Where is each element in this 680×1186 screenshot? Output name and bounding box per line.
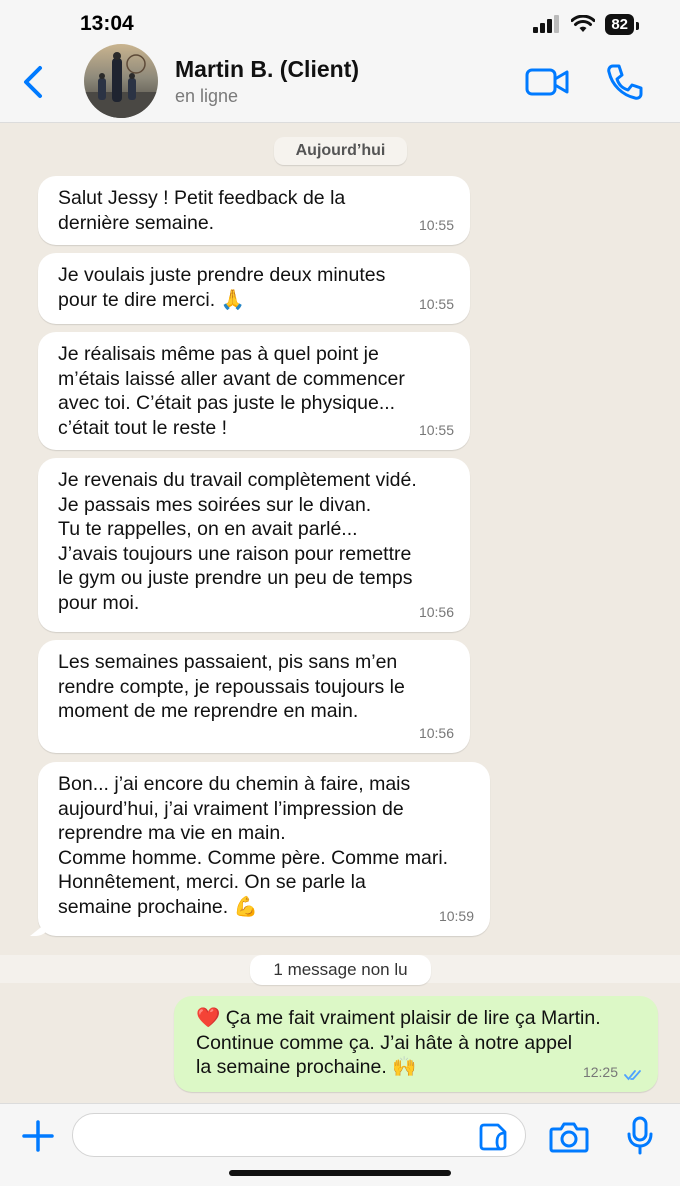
plus-icon[interactable] [20,1118,56,1154]
sticker-icon[interactable] [478,1122,508,1152]
status-time: 13:04 [80,12,134,35]
avatar-photo [84,44,158,118]
message-text: Je voulais juste prendre deux minutes pour te dire merci. 🙏 [58,264,386,311]
chat-header [0,48,680,123]
double-check-icon [624,1069,644,1081]
message-text: Les semaines passaient, pis sans m’en rendre compte, je repoussais toujours le moment de me reprendre en main. [58,651,405,722]
message-bubble[interactable] [38,458,470,632]
message-text: Je revenais du travail complètement vidé. Je passais mes soirées sur le divan. Tu te rappelles, on en avait parlé... J’avais toujours une raison pour remettre le gym ou juste prendre un peu de temps pour moi. [58,469,417,614]
message-bubble[interactable] [38,762,490,936]
message-text: Je réalisais même pas à quel point je m’étais laissé aller avant de commencer avec toi. C’était pas juste le physique... c’était tout le reste ! [58,343,405,439]
battery-icon: 82 [605,14,634,35]
message-time: 10:55 [418,421,454,438]
message-time: 10:56 [418,724,454,741]
status-icons [533,12,634,36]
composer-bar [0,1103,680,1186]
message-text: Bon... j’ai encore du chemin à faire, mais aujourd’hui, j’ai vraiment l’impression de reprendre ma vie en main. Comme homme. Comme père. Comme mari. Honnêtement, merci. On se parle la semaine prochaine. 💪 [58,773,449,918]
outgoing-message-bubble[interactable] [174,996,658,1092]
message-text: Salut Jessy ! Petit feedback de la dernière semaine. [58,187,346,234]
contact-status: en ligne [175,86,239,106]
message-time: 12:25 [582,1063,618,1080]
contact-name[interactable]: Martin B. (Client) [175,56,359,82]
message-bubble[interactable] [38,176,470,245]
message-input[interactable] [72,1113,526,1157]
message-bubble[interactable] [38,640,470,753]
message-bubble[interactable] [38,332,470,450]
message-text: ❤️ Ça me fait vraiment plaisir de lire ça Martin. Continue comme ça. J’ai hâte à notre appel la semaine prochaine. 🙌 [196,1007,601,1078]
phone-icon[interactable] [604,62,644,102]
date-separator: Aujourd’hui [274,137,407,165]
avatar[interactable] [84,44,158,118]
message-time: 10:56 [418,603,454,620]
message-time: 10:55 [418,216,454,233]
status-bar [0,0,680,48]
signal-icon [533,15,561,33]
home-indicator [229,1170,451,1176]
back-chevron-icon[interactable] [18,62,52,102]
wifi-icon [571,15,595,33]
message-time: 10:59 [438,907,474,924]
video-camera-icon[interactable] [524,66,570,98]
message-bubble[interactable] [38,253,470,324]
message-list[interactable] [0,123,680,1103]
unread-label: 1 message non lu [250,955,431,985]
camera-icon[interactable] [549,1120,589,1154]
message-time: 10:55 [418,295,454,312]
microphone-icon[interactable] [626,1116,654,1156]
